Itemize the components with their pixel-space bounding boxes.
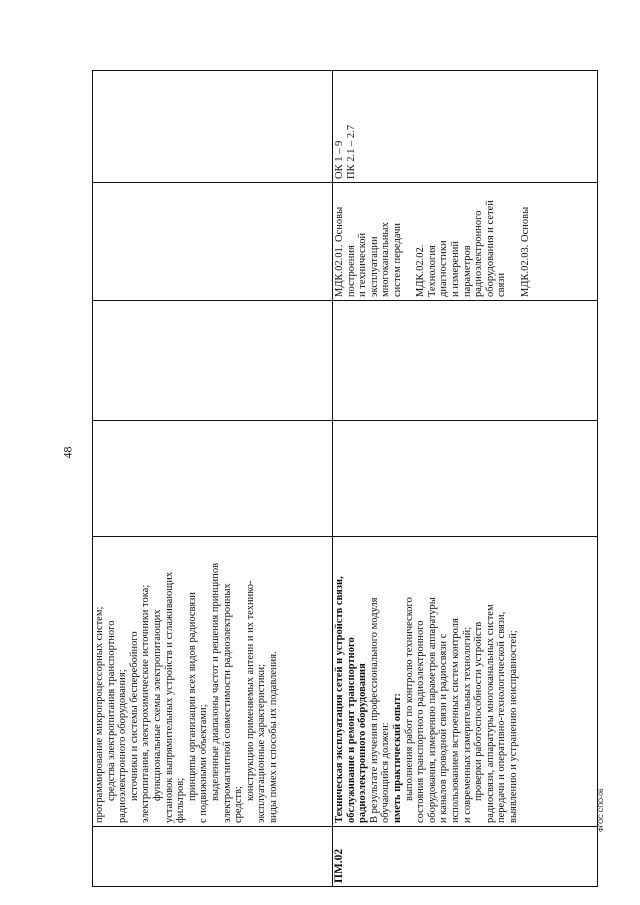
content-line: эксплуатационные характеристики; <box>256 663 268 823</box>
mdk-line: МДК.02.03. Основы <box>519 206 531 297</box>
practice-line: и современных измерительных технологий; <box>461 626 473 823</box>
competence-cell <box>93 71 333 183</box>
practice-line: передачи и оперативно-технологической связи, <box>496 611 508 823</box>
hours-cell <box>333 301 598 421</box>
table-row <box>333 71 598 887</box>
mdk-line: радиоэлектронного <box>473 210 485 297</box>
practice-line: радиосвязи, аппаратуры многоканальных систем <box>484 604 496 823</box>
content-line: электропитания, электрохимические источники тока; <box>140 584 152 823</box>
code-cell <box>333 827 598 887</box>
page-number: 48 <box>60 446 75 459</box>
module-code: ПМ.02 <box>333 848 345 883</box>
content-line: установок выпрямительных устройств и сглаживающих <box>163 571 175 823</box>
mdk-line: диагностики <box>438 240 450 297</box>
content-line: средств; <box>233 786 245 823</box>
competence-line: ПК 2.1 – 2.7 <box>345 125 357 179</box>
hours-cell <box>93 301 333 421</box>
content-line: конструкцию применяемых антенн и их технико- <box>244 580 256 801</box>
competence-line: ОК 1 – 9 <box>334 140 345 179</box>
intro-line: В результате изучения профессионального модуля <box>368 597 380 823</box>
mdk-line: построения <box>345 245 357 297</box>
hours-cell <box>93 421 333 537</box>
practice-label: иметь практический опыт: <box>391 693 403 823</box>
mdk-line <box>508 186 520 297</box>
practice-line: выявлению и устранению неисправностей; <box>507 630 519 823</box>
code-cell <box>93 827 333 887</box>
competence-cell <box>333 71 598 183</box>
practice-line: и каналов проводной связи и радиосвязи с <box>438 633 450 823</box>
table-row <box>93 71 333 887</box>
module-heading: радиоэлектронного оборудования <box>357 663 369 823</box>
content-line: фильтров; <box>175 777 187 823</box>
mdk-line: систем передачи <box>391 223 403 297</box>
content-cell <box>333 537 598 827</box>
mdk-line <box>404 186 416 297</box>
practice-line: выполнения работ по контролю технического <box>403 597 415 801</box>
mdk-line: МДК.02.01. Основы <box>334 206 345 297</box>
content-line: с подвижными объектами; <box>198 704 210 823</box>
curriculum-table <box>92 70 598 887</box>
rotated-page <box>92 71 608 887</box>
module-heading: Техническая эксплуатация сетей и устройств связи, <box>334 576 345 823</box>
mdk-line: МДК.02.02. <box>415 244 427 297</box>
content-line: программирование микропроцессорных систем; <box>94 606 105 823</box>
mdk-cell <box>93 183 333 301</box>
mdk-line: параметров <box>461 245 473 297</box>
content-cell <box>93 537 333 827</box>
content-line: функциональные схемы электропитающих <box>151 609 163 801</box>
content-line: выделенные диапазоны частот и решения принципов <box>209 562 221 801</box>
practice-line: состояния транспортного радиоэлектронного <box>415 620 427 823</box>
content-line: радиоэлектронного оборудования; <box>117 669 129 823</box>
footer-mark: ФГОС СПО-06 <box>598 788 605 832</box>
practice-line: использованием встроенных систем контроля <box>449 618 461 823</box>
hours-cell <box>333 421 598 537</box>
content-line: принципы организации всех видов радиосвязи <box>186 592 198 801</box>
mdk-line: и измерений <box>449 241 461 297</box>
content-line: виды помех и способы их подавления. <box>267 651 279 823</box>
mdk-line: многоканальных <box>380 222 392 297</box>
content-line: электромагнитной совместимости радиоэлектронных <box>221 583 233 823</box>
mdk-line: эксплуатации <box>368 236 380 297</box>
module-heading: обслуживание и ремонт транспортного <box>345 637 357 823</box>
mdk-cell <box>333 183 598 301</box>
mdk-line: оборудования и сетей <box>484 200 496 297</box>
practice-line: оборудования, измерению параметров аппаратуры <box>426 597 438 823</box>
content-line: средства электропитания транспортного <box>105 620 117 801</box>
mdk-line: связи <box>496 272 508 297</box>
content-line: источники и системы бесперебойного <box>128 631 140 801</box>
mdk-line: Технология <box>426 245 438 297</box>
mdk-line: и технической <box>357 232 369 297</box>
practice-line: проверки работоспособности устройств <box>473 621 485 801</box>
intro-line: обучающийся должен: <box>380 722 392 823</box>
